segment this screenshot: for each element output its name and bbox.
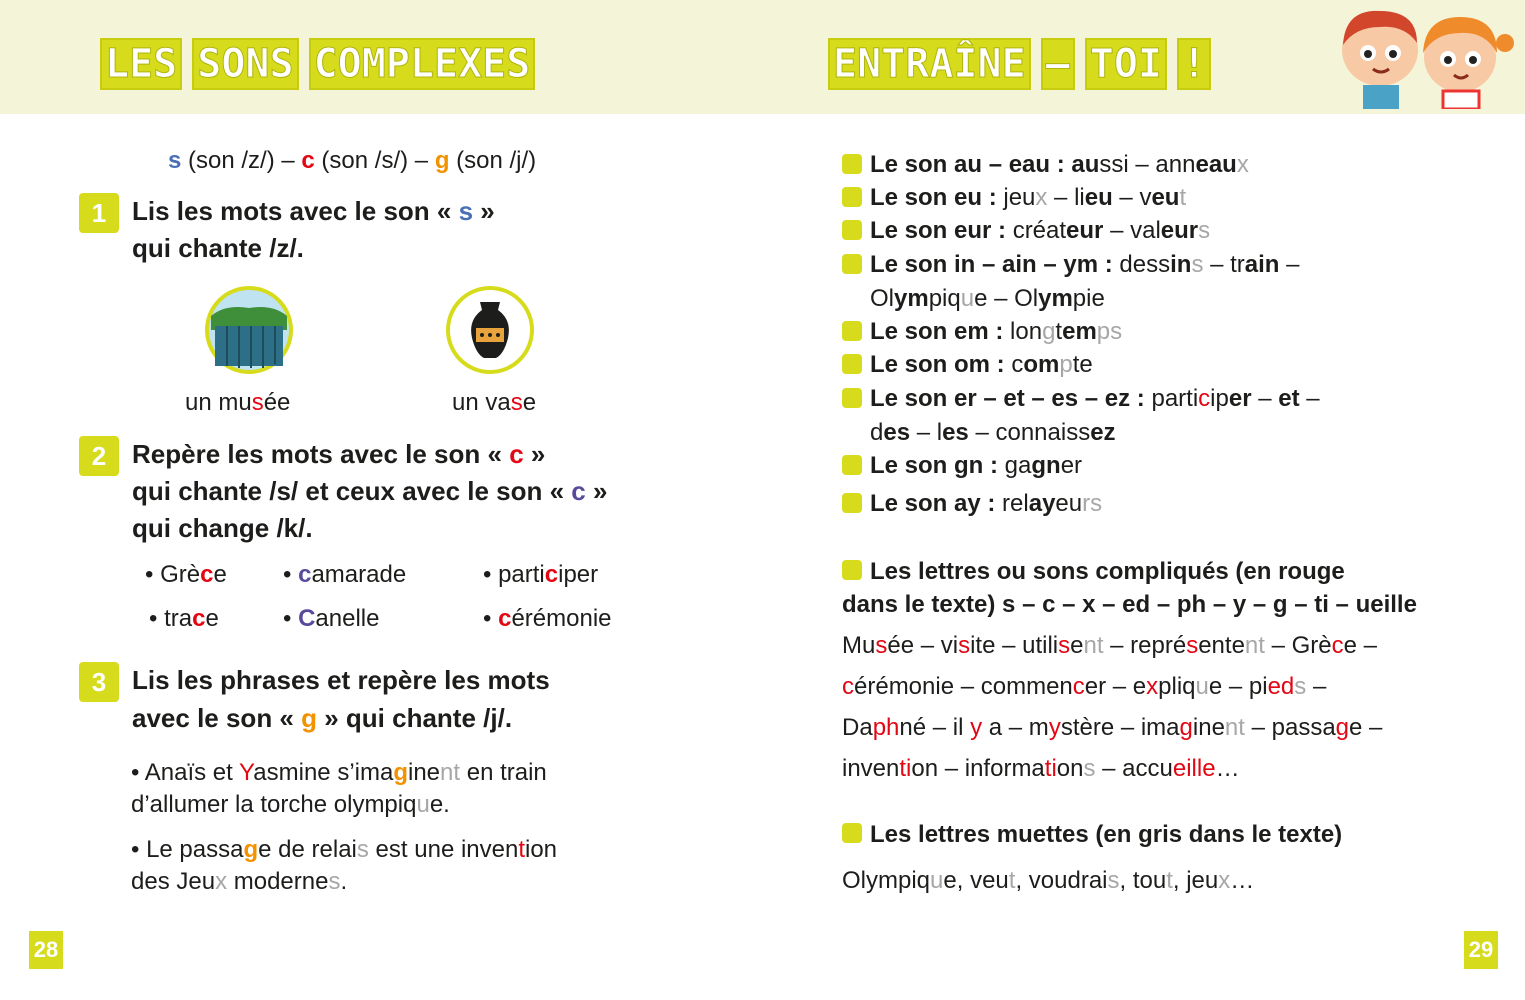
- letter: s: [251, 389, 264, 416]
- letter: c: [1072, 673, 1085, 700]
- section-title-left: [100, 38, 535, 90]
- text: ga: [1004, 452, 1032, 479]
- silent-letters: s: [1294, 673, 1307, 700]
- exercise-3-line-1: Lis les phrases et repère les mots: [132, 665, 550, 695]
- text: jeu: [1003, 184, 1036, 211]
- text: e: [1070, 632, 1084, 659]
- text: Mu: [842, 632, 876, 659]
- sound-line-in-cont: [870, 284, 1105, 314]
- text: ine: [408, 759, 441, 786]
- text: ssi – ann: [1099, 151, 1196, 178]
- text: a – m: [982, 714, 1049, 741]
- text: …: [1215, 755, 1240, 782]
- text: asmine s’ima: [253, 759, 394, 786]
- text: er – e: [1084, 673, 1147, 700]
- text: , voudrai: [1015, 867, 1108, 894]
- title-word: [1177, 38, 1211, 90]
- sound-line-eu: [870, 183, 1186, 213]
- text: »: [473, 196, 495, 226]
- sound-line-er-cont: [870, 418, 1116, 448]
- title-tiles: –: [1041, 38, 1075, 90]
- title-tiles: !: [1177, 38, 1211, 90]
- sound-legend: [168, 146, 536, 176]
- word-item: [483, 560, 598, 590]
- text: Olympiq: [842, 867, 931, 894]
- bullet-square: [842, 321, 862, 341]
- sound-letters: ym: [1038, 285, 1073, 312]
- text: – Grè: [1264, 632, 1332, 659]
- silent-letters: t: [1179, 184, 1187, 211]
- title-tiles: ENTRAÎNE: [828, 38, 1031, 90]
- text: – v: [1112, 184, 1152, 211]
- title-tiles: LES: [100, 38, 182, 90]
- text: ion: [525, 836, 558, 863]
- letter: c: [192, 605, 206, 632]
- text: Lis les mots avec le son «: [132, 196, 459, 226]
- text: • parti: [483, 561, 545, 588]
- letter: c: [544, 561, 559, 588]
- lettres-words-1: [842, 631, 1377, 661]
- label: Le son eur :: [870, 217, 1013, 244]
- text: est une inven: [368, 836, 519, 863]
- word-item: [283, 560, 406, 590]
- sound-line-er: [870, 384, 1320, 414]
- sound-letters: eu: [1084, 184, 1113, 211]
- letter: c: [298, 561, 312, 588]
- text: des Jeu: [131, 868, 216, 895]
- text: e de relai: [258, 836, 357, 863]
- sound-letters: et: [1278, 385, 1300, 412]
- text: eu: [1055, 490, 1083, 517]
- silent-letters: s: [1107, 867, 1120, 894]
- text: e.: [429, 791, 450, 818]
- label: Le son au – eau :: [870, 151, 1072, 178]
- text: parti: [1151, 385, 1199, 412]
- lettres-words-2: [842, 672, 1326, 702]
- title-word: [192, 38, 298, 90]
- silent-letters: s: [1191, 251, 1204, 278]
- exercise-3-line-2: [132, 700, 512, 737]
- text: e: [522, 389, 537, 416]
- silent-letters: x: [1035, 184, 1048, 211]
- legend-g-sound: (son /j/): [449, 147, 537, 174]
- legend-c: c: [301, 147, 315, 174]
- sound-letters: ain: [1244, 251, 1280, 278]
- title-tiles: TOI: [1085, 38, 1167, 90]
- exercise-2-line-2: [132, 473, 607, 510]
- sound-letters: in: [1170, 251, 1192, 278]
- text: créat: [1012, 217, 1067, 244]
- exercise-number-2: 2: [79, 436, 119, 476]
- text: qui chante /s/ et ceux avec le son «: [132, 476, 572, 506]
- text: un va: [452, 389, 511, 416]
- label: Le son ay :: [870, 490, 1003, 517]
- text: • Anaïs et: [131, 759, 240, 786]
- title-tiles: SONS: [192, 38, 298, 90]
- text: anelle: [315, 605, 380, 632]
- letter: y: [970, 714, 983, 741]
- silent-letters: rs: [1082, 490, 1103, 517]
- text: pie: [1072, 285, 1105, 312]
- text: – repré: [1103, 632, 1187, 659]
- sound-letters: er: [1228, 385, 1252, 412]
- text: ite – utili: [970, 632, 1059, 659]
- bullet-square: [842, 493, 862, 513]
- bullet-square: [842, 354, 862, 374]
- sound-line-ay: [870, 489, 1102, 519]
- text: un mu: [185, 389, 252, 416]
- letter: y: [1048, 714, 1061, 741]
- text: e – pi: [1208, 673, 1268, 700]
- silent-letters: s: [1083, 755, 1096, 782]
- letter: t: [518, 836, 525, 863]
- sound-line-in: [870, 250, 1299, 280]
- lettres-words-3: [842, 713, 1382, 743]
- text: – tr: [1203, 251, 1245, 278]
- letter: eille: [1172, 755, 1216, 782]
- text: –: [1279, 251, 1300, 278]
- silent-letters: nt: [440, 759, 461, 786]
- lettres-title-1: Les lettres ou sons compliqués (en rouge: [870, 558, 1345, 585]
- silent-letters: t: [1166, 867, 1173, 894]
- sound-line-gn: [870, 451, 1082, 481]
- bullet-square: [842, 455, 862, 475]
- silent-letters: p: [1059, 351, 1073, 378]
- exercise-number-1: 1: [79, 193, 119, 233]
- vase-caption: [452, 388, 536, 418]
- letter: x: [1146, 673, 1159, 700]
- text: –: [1299, 385, 1320, 412]
- text: érémonie – commen: [854, 673, 1073, 700]
- letter: g: [301, 703, 317, 733]
- letter: C: [298, 605, 316, 632]
- text: ip: [1210, 385, 1229, 412]
- sentence-1-line-2: [131, 790, 450, 820]
- letter: Y: [239, 759, 254, 786]
- text: ine: [1192, 714, 1225, 741]
- text: e, veu: [943, 867, 1009, 894]
- vase-picture: [446, 286, 534, 374]
- letter: c: [571, 476, 586, 506]
- silent-letters: x: [1218, 867, 1231, 894]
- exercise-1-line-2: qui chante /z/.: [132, 233, 304, 263]
- word-item: [283, 604, 379, 634]
- silent-letters: u: [930, 867, 944, 894]
- text: en train: [460, 759, 547, 786]
- children-illustration: [1335, 5, 1515, 109]
- sound-line-eur: [870, 216, 1210, 246]
- text: , tou: [1119, 867, 1167, 894]
- word-item: [145, 560, 227, 590]
- text: …: [1230, 867, 1255, 894]
- legend-c-sound: (son /s/) –: [314, 147, 435, 174]
- silent-letters: u: [416, 791, 430, 818]
- text: • tra: [149, 605, 193, 632]
- title-word: [1041, 38, 1075, 90]
- sound-letters: au: [1071, 151, 1100, 178]
- sound-letters: eur: [1160, 217, 1199, 244]
- text: – passa: [1244, 714, 1336, 741]
- letter: c: [498, 605, 512, 632]
- text: Ol: [870, 285, 894, 312]
- text: t: [1055, 318, 1063, 345]
- bullet-square: [842, 154, 862, 174]
- sound-letters: ym: [894, 285, 929, 312]
- letter: s: [875, 632, 888, 659]
- text: iper: [558, 561, 599, 588]
- bullet-square: [842, 823, 862, 843]
- letter: ti: [1044, 755, 1057, 782]
- letter: s: [458, 196, 474, 226]
- label: Le son eu :: [870, 184, 1004, 211]
- text: te: [1072, 351, 1093, 378]
- bullet-square: [842, 220, 862, 240]
- text: e –: [1349, 714, 1383, 741]
- letter: c: [200, 561, 214, 588]
- bullet-square: [842, 560, 862, 580]
- legend-g: g: [434, 147, 450, 174]
- text: d’allumer la torche olympiq: [131, 791, 417, 818]
- silent-letters: x: [1236, 151, 1249, 178]
- sound-letters: gn: [1031, 452, 1061, 479]
- text: –: [1306, 673, 1327, 700]
- bullet-square: [842, 187, 862, 207]
- sound-letters: es: [942, 419, 969, 446]
- letter: ed: [1267, 673, 1295, 700]
- label: Le son gn :: [870, 452, 1005, 479]
- exercise-1-line-1: [132, 193, 495, 230]
- text: »: [585, 476, 608, 506]
- lettres-words-4: [842, 754, 1240, 784]
- text: , jeu: [1172, 867, 1219, 894]
- muettes-words: [842, 866, 1254, 896]
- text: d: [870, 419, 884, 446]
- page-number-right: 29: [1464, 931, 1498, 969]
- letter: c: [1198, 385, 1211, 412]
- title-word: [100, 38, 182, 90]
- letter: s: [958, 632, 971, 659]
- text: on: [1056, 755, 1084, 782]
- text: né – il: [899, 714, 971, 741]
- text: –: [1251, 385, 1279, 412]
- text: Repère les mots avec le son «: [132, 439, 510, 469]
- text: » qui chante /j/.: [317, 703, 513, 733]
- text: rel: [1002, 490, 1029, 517]
- text: avec le son «: [132, 703, 302, 733]
- text: pliq: [1158, 673, 1196, 700]
- letter: c: [509, 439, 524, 469]
- text: »: [523, 439, 546, 469]
- silent-letters: u: [960, 285, 975, 312]
- text: ée: [263, 389, 291, 416]
- letter: s: [1186, 632, 1199, 659]
- sentence-1: [131, 758, 547, 788]
- letter: s: [1058, 632, 1071, 659]
- sound-letters: ay: [1028, 490, 1056, 517]
- exercise-number-3: 3: [79, 662, 119, 702]
- title-word: [309, 38, 536, 90]
- text: e – Ol: [974, 285, 1039, 312]
- silent-letters: s: [356, 836, 369, 863]
- legend-s-sound: (son /z/) –: [181, 147, 302, 174]
- title-word: [828, 38, 1031, 90]
- text: c: [1011, 351, 1024, 378]
- label: Le son om :: [870, 351, 1012, 378]
- letter: g: [243, 836, 259, 863]
- silent-letters: g: [1042, 318, 1056, 345]
- text: lon: [1010, 318, 1043, 345]
- bullet-square: [842, 254, 862, 274]
- letter: ph: [872, 714, 900, 741]
- sound-letters: em: [1062, 318, 1097, 345]
- silent-letters: s: [328, 868, 341, 895]
- label: Le son in – ain – ym :: [870, 251, 1120, 278]
- text: Da: [842, 714, 873, 741]
- exercise-2-line-1: [132, 436, 545, 473]
- letter: g: [1335, 714, 1350, 741]
- text: •: [283, 561, 299, 588]
- silent-letters: nt: [1083, 632, 1104, 659]
- letter: c: [842, 673, 854, 700]
- letter: c: [1331, 632, 1344, 659]
- page-number-left: 28: [29, 931, 63, 969]
- text: piq: [928, 285, 961, 312]
- silent-letters: nt: [1244, 632, 1265, 659]
- text: stère – ima: [1060, 714, 1180, 741]
- sound-line-au: [870, 150, 1249, 180]
- silent-letters: u: [1195, 673, 1209, 700]
- muettes-title: Les lettres muettes (en gris dans le texte): [870, 821, 1343, 848]
- sound-letters: eau: [1195, 151, 1237, 178]
- word-item: [483, 604, 612, 634]
- letter: s: [510, 389, 523, 416]
- silent-letters: t: [1008, 867, 1016, 894]
- sound-letters: om: [1023, 351, 1060, 378]
- text: – val: [1103, 217, 1161, 244]
- sound-letters: es: [883, 419, 911, 446]
- text: • Grè: [145, 561, 201, 588]
- lettres-title-2: dans le texte) s – c – x – ed – ph – y – g – ti – ueille: [842, 591, 1417, 618]
- sound-line-em: [870, 317, 1122, 347]
- text: e: [205, 605, 219, 632]
- label: Le son em :: [870, 318, 1011, 345]
- text: .: [340, 868, 348, 895]
- letter: g: [1179, 714, 1193, 741]
- exercise-2-line-3: qui change /k/.: [132, 513, 313, 543]
- text: amarade: [311, 561, 407, 588]
- word-item: [149, 604, 219, 634]
- text: • Le passa: [131, 836, 244, 863]
- sound-letters: ez: [1090, 419, 1116, 446]
- museum-picture: [205, 286, 293, 374]
- sentence-2: [131, 835, 557, 865]
- text: e –: [1343, 632, 1378, 659]
- text: – l: [910, 419, 943, 446]
- text: ente: [1198, 632, 1245, 659]
- letter: ti: [899, 755, 912, 782]
- text: e: [213, 561, 227, 588]
- text: – accu: [1095, 755, 1173, 782]
- text: er: [1060, 452, 1083, 479]
- text: •: [483, 605, 499, 632]
- silent-letters: s: [1198, 217, 1211, 244]
- letter: g: [393, 759, 408, 786]
- title-word: [1085, 38, 1167, 90]
- sound-line-om: [870, 350, 1093, 380]
- label: Le son er – et – es – ez :: [870, 385, 1152, 412]
- text: on – informa: [911, 755, 1045, 782]
- sound-letters: eu: [1151, 184, 1180, 211]
- sentence-2-line-2: [131, 867, 347, 897]
- text: inven: [842, 755, 900, 782]
- text: moderne: [227, 868, 329, 895]
- text: – li: [1047, 184, 1085, 211]
- legend-s: s: [168, 147, 182, 174]
- text: érémonie: [511, 605, 612, 632]
- sound-letters: eur: [1066, 217, 1104, 244]
- silent-letters: nt: [1224, 714, 1245, 741]
- silent-letters: x: [215, 868, 228, 895]
- title-tiles: COMPLEXES: [309, 38, 536, 90]
- text: – connaiss: [968, 419, 1091, 446]
- text: •: [283, 605, 299, 632]
- text: dess: [1119, 251, 1171, 278]
- section-title-right: [828, 38, 1211, 90]
- bullet-square: [842, 388, 862, 408]
- silent-letters: ps: [1096, 318, 1123, 345]
- text: ée – vi: [887, 632, 959, 659]
- museum-caption: [185, 388, 290, 418]
